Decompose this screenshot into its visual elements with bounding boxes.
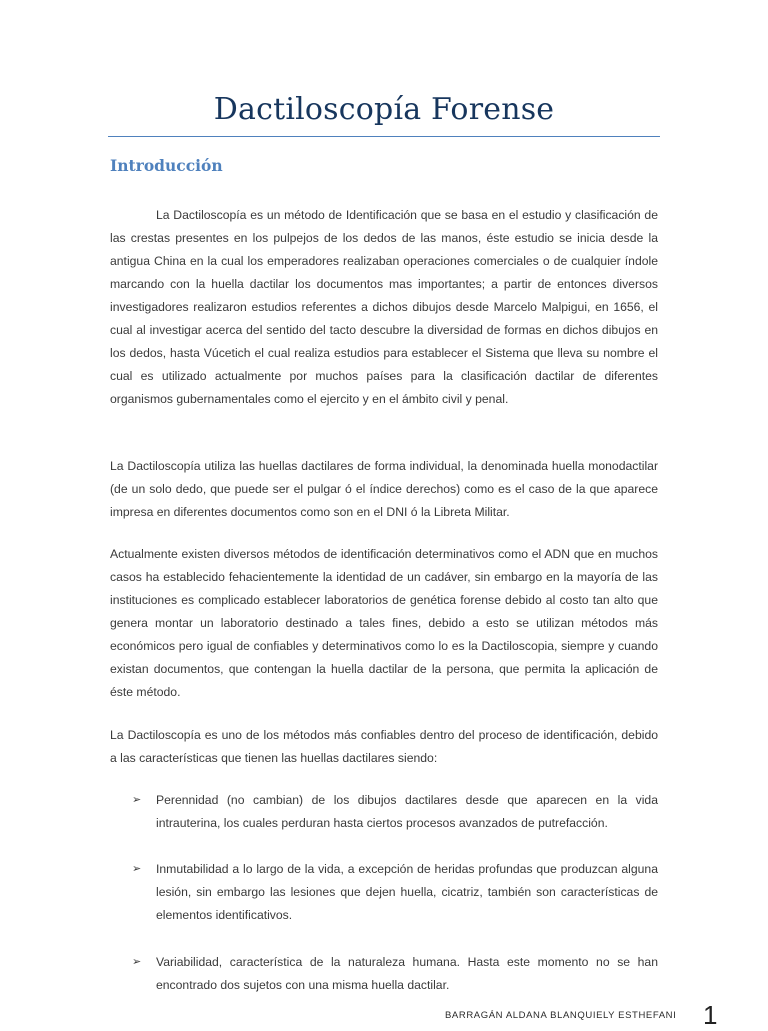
list-item bbox=[132, 789, 658, 835]
paragraph-2: La Dactiloscopía utiliza las huellas dactilares de forma individual, la denominada huella monodactilar (de un solo dedo, que puede ser el pulgar ó el índice derechos) como es el caso de la que aparece impresa en diferentes documentos como son en el DNI ó la Libreta Militar. bbox=[110, 459, 658, 519]
paragraph-4: La Dactiloscopía es uno de los métodos más confiables dentro del proceso de identificación, debido a las características que tienen las huellas dactilares siendo: bbox=[110, 728, 658, 765]
page-number: 1 bbox=[703, 1000, 718, 1030]
arrow-bullet-icon: ➢ bbox=[132, 956, 142, 968]
title-underline bbox=[108, 136, 660, 137]
document-title: Dactiloscopía Forense bbox=[213, 92, 555, 127]
paragraph-1: La Dactiloscopía es un método de Identificación que se basa en el estudio y clasificación de las crestas presentes en los pulpejos de los dedos de las manos, éste estudio se inicia desde la antigua China en la cual los emperadores realizaban operaciones comerciales o de cualquier índole marcando con la huella dactilar los documentos mas importantes; a partir de entonces diversos investigadores realizaron estudios referentes a dichos dibujos desde Marcelo Malpigui, en 1656, el cual al investigar acerca del sentido del tacto descubre la diversidad de formas en dichos dibujos en los dedos, hasta Vúcetich el cual realiza estudios para establecer el Sistema que lleva su nombre el cual es utilizado actualmente por muchos países para la clasificación dactilar de diferentes organismos gubernamentales como el ejercito y en el ámbito civil y penal. bbox=[110, 208, 658, 406]
list-item bbox=[132, 858, 658, 927]
section-heading: Introducción bbox=[110, 156, 223, 175]
list-item-text: Inmutabilidad a lo largo de la vida, a excepción de heridas profundas que produzcan alguna lesión, sin embargo las lesiones que dejen huella, cicatriz, también son características de elementos identificativos. bbox=[156, 862, 658, 922]
arrow-bullet-icon: ➢ bbox=[132, 794, 142, 806]
list-item-text: Variabilidad, característica de la naturaleza humana. Hasta este momento no se han encontrado dos sujetos con una misma huella dactilar. bbox=[156, 955, 658, 992]
list-item-text: Perennidad (no cambian) de los dibujos dactilares desde que aparecen en la vida intrauterina, los cuales perduran hasta ciertos procesos avanzados de putrefacción. bbox=[156, 793, 658, 830]
paragraph-3: Actualmente existen diversos métodos de identificación determinativos como el ADN que en muchos casos ha establecido fehacientemente la identidad de un cadáver, sin embargo en la mayoría de las instituciones es complicado establecer laboratorios de genética forense debido al costo tan alto que genera montar un laboratorio destinado a tales fines, debido a esto se utilizan métodos más económicos pero igual de confiables y determinativos como lo es la Dactiloscopia, siempre y cuando existan documentos, que contengan la huella dactilar de la persona, que permita la aplicación de éste método. bbox=[110, 547, 658, 699]
footer-author: BARRAGÁN ALDANA BLANQUIELY ESTHEFANI bbox=[445, 1010, 677, 1021]
list-item bbox=[132, 951, 658, 997]
arrow-bullet-icon: ➢ bbox=[132, 863, 142, 875]
